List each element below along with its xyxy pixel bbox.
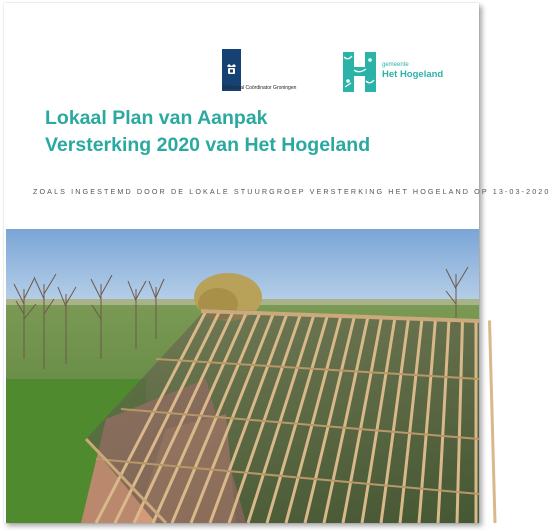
rijksoverheid-label: Nationaal Coördinator Groningen (223, 85, 297, 91)
rafter (490, 320, 496, 523)
gemeente-logo (342, 51, 452, 97)
document-cover-page (4, 3, 551, 523)
rijksoverheid-logo (217, 49, 337, 97)
roof-truss-construction-photo (6, 229, 479, 523)
gemeente-name: Het Hogeland (382, 69, 444, 80)
page-title (45, 105, 465, 159)
title-line-2: Versterking 2020 van Het Hogeland (45, 134, 371, 156)
gemeente-het-hogeland-icon (342, 51, 377, 93)
crown-lion-emblem-icon (224, 61, 239, 76)
title-line-1: Lokaal Plan van Aanpak (45, 107, 268, 129)
gemeente-small-label: gemeente (382, 62, 409, 68)
photo-illustration (6, 229, 479, 523)
subtitle: ZOALS INGESTEMD DOOR DE LOKALE STUURGROEP VERSTERKING HET HOGELAND OP 13-03-2020 (33, 187, 551, 196)
